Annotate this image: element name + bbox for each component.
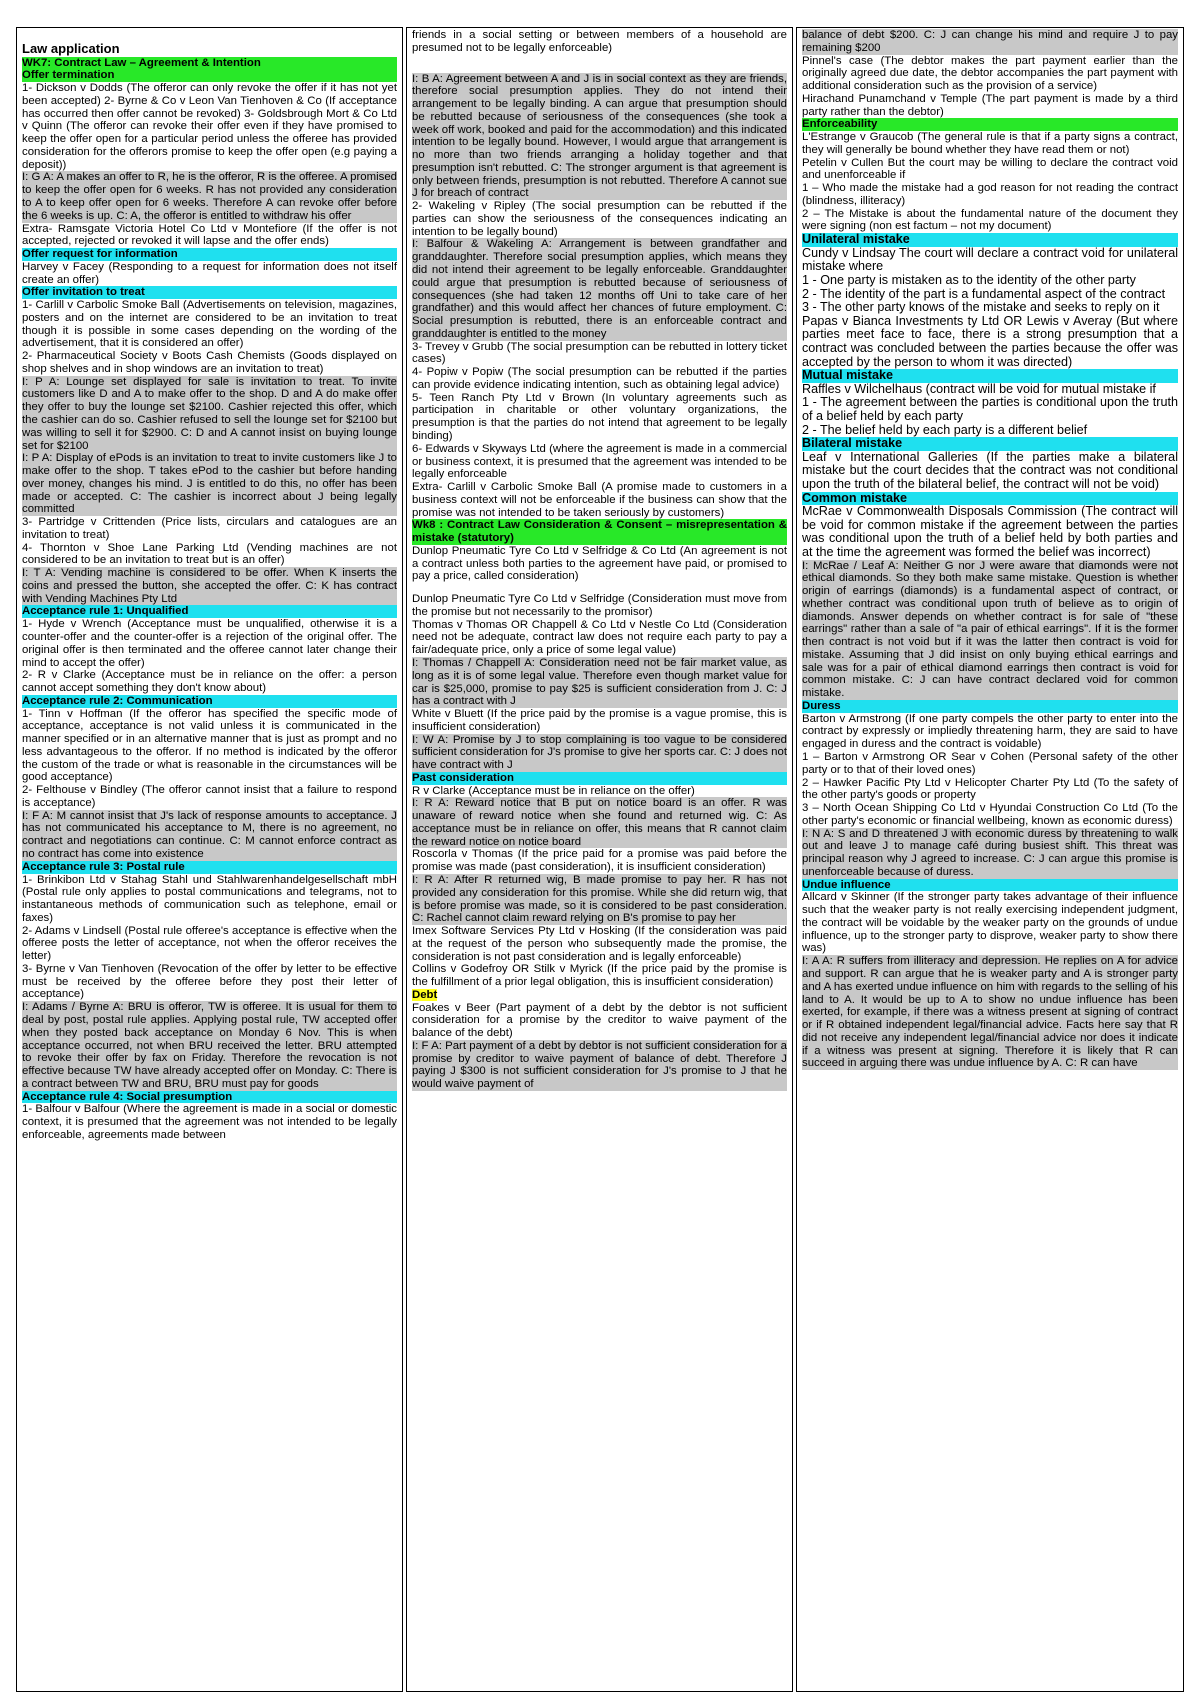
case-note: 1 - One party is mistaken as to the identity of the other party (802, 273, 1136, 288)
case-note: Dunlop Pneumatic Tyre Co Ltd v Selfridge (Consideration must move from the promise but not necessarily to the promisor) (412, 593, 787, 618)
document-title: Law application (22, 41, 120, 56)
case-note: 1 – Who made the mistake had a god reason for not reading the contract (blindness, illiteracy) (802, 182, 1178, 207)
case-note: 2 - The identity of the part is a fundamental aspect of the contract (802, 286, 1166, 301)
case-note: 2- Wakeling v Ripley (The social presumption can be rebutted if the parties can show the seriousness of the consequences indicating an intention to be legally bound) (412, 200, 787, 238)
topic-heading: Offer request for information (22, 248, 397, 261)
case-note: Petelin v Cullen But the court may be willing to declare the contract void and unenforceable if (802, 156, 1178, 182)
topic-heading: Mutual mistake (802, 369, 1178, 383)
topic-heading: Bilateral mistake (802, 437, 1178, 451)
case-note: White v Bluett (If the price paid by the promise is a vague promise, this is insufficient consideration) (412, 708, 787, 733)
case-note: 1- Dickson v Dodds (The offeror can only revoke the offer if it has not yet been accepted) 2- Byrne & Co v Leon Van Tienhoven & Co (If acceptance has occurred then offer cannot be revoked) 3- Goldsbrough Mort & Co Ltd v Quinn (The offeror can revoke their offer even if they have promised to keep the offer open for a particular period unless the offeree has provided consideration for the offerors promise to keep the offer open (e.g paying a deposit)) (22, 82, 397, 171)
topic-heading: Undue influence (802, 879, 1178, 892)
notes-column-2 (406, 27, 793, 1692)
application-note: I: N A: S and D threatened J with economic duress by threatening to walk out and leave J to manage café during busiest shift. This threat was principal reason why J agreed to increase. C: J can argue this promise is unenforceable because of duress. (802, 827, 1178, 878)
case-note: Cundy v Lindsay The court will declare a contract void for unilateral mistake where (802, 245, 1178, 274)
case-note: Harvey v Facey (Responding to a request for information does not itself create an offer) (22, 260, 397, 286)
case-note: Allcard v Skinner (If the stronger party takes advantage of their influence such that the weaker party is not really exercising independent judgment, the contract will be voidable by the weaker party on the grounds of undue influence, up to the stronger party to disprove, weaker party to show there was) (802, 891, 1178, 955)
application-note: I: Adams / Byrne A: BRU is offeror, TW is offeree. It is usual for them to deal by post, postal rule applies. Applying postal rule, TW accepted offer when they posted back acceptance on Monday 6 Nov. This is when acceptance occurred, not when BRU received the letter. BRU attempted to revoke their offer by fax on Friday. Therefore the revocation is not effective because TW have already accepted offer on Monday. C: There is a contract between TW and BRU, BRU must pay for goods (22, 1001, 397, 1090)
case-note: Collins v Godefroy OR Stilk v Myrick (If the price paid by the promise is the fulfillment of a prior legal obligation, this is insufficient consideration) (412, 963, 787, 989)
topic-heading: Past consideration (412, 772, 787, 785)
case-note: 1- Hyde v Wrench (Acceptance must be unqualified, otherwise it is a counter-offer and the counter-offer is a rejection of the original offer. The original offer is then terminated and the offeree cannot later change their mind to accept the offer) (22, 618, 397, 669)
case-note: 1- Tinn v Hoffman (If the offeror has specified the specific mode of acceptance, acceptance is not valid unless it is communicated in the manner specified or in an alternative manner that is just as prompt and no less advantageous to the offeror. If no method is indicated by the offeror the custom of the trade or what is reasonable in the circumstances will be good acceptance) (22, 707, 397, 784)
spacer (412, 583, 787, 593)
case-note: 2 – Hawker Pacific Pty Ltd v Helicopter Charter Pty Ltd (To the safety of the other party's goods or property (802, 776, 1178, 802)
case-note: 3- Trevey v Grubb (The social presumption can be rebutted in lottery ticket cases) (412, 340, 787, 366)
case-note: Dunlop Pneumatic Tyre Co Ltd v Selfridge & Co Ltd (An agreement is not a contract unless both parties to the agreement have paid, or promised to pay a price, called consideration) (412, 544, 787, 583)
case-note: 3 - The other party knows of the mistake and seeks to reply on it (802, 300, 1160, 315)
case-note: R v Clarke (Acceptance must be in reliance on the offer) (412, 784, 695, 797)
case-note: 2 – The Mistake is about the fundamental nature of the document they were signing (non est factum – not my document) (802, 207, 1178, 233)
case-note: Leaf v International Galleries (If the parties make a bilateral mistake but the court decides that the contract was not conditional upon the truth of the bilateral belief, the contract will not be void) (802, 449, 1178, 491)
application-note: I: Balfour & Wakeling A: Arrangement is between grandfather and granddaughter. Therefore social presumption applies, which means they did not intend their agreement to be legally enforceable. Granddaughter could argue that presumption is rebutted because of seriousness of consequences (she had taken 12 months off Uni to take care of her grandfather) and this would affect her chances of future employment. C: Social presumption is rebutted, there is an enforceable contract and granddaughter is entitled to the money (412, 238, 787, 340)
application-note: I: F A: M cannot insist that J's lack of response amounts to acceptance. J has not communicated his acceptance to M, there is no agreement, no contract and negotiations can continue. C: M cannot enforce contract as no contract has come into existence (22, 809, 397, 861)
case-note: 1- Carlill v Carbolic Smoke Ball (Advertisements on television, magazines, posters and on the internet are considered to be an invitation to treat though it is possible in some cases depending on the wording of the advertisement, that it is considered an offer) (22, 299, 397, 350)
case-note: friends in a social setting or between members of a household are presumed not to be legally enforceable) (412, 29, 787, 54)
topic-heading: Acceptance rule 3: Postal rule (22, 861, 397, 874)
case-note: 2- Pharmaceutical Society v Boots Cash Chemists (Goods displayed on shop shelves and in shop windows are an invitation to treat) (22, 350, 397, 375)
case-note: 5- Teen Ranch Pty Ltd v Brown (In voluntary agreements such as participation in charitable or other voluntary organizations, the presumption is that the parties do not intend that agreement to be legally binding) (412, 391, 787, 442)
notes-column-3 (796, 27, 1184, 1692)
application-note: I: A A: R suffers from illiteracy and depression. He replies on A for advice and support. R can argue that he is weaker party and A is stronger party and A has exerted undue influence on him with regards to the selling of his land to A. It would be up to A to show no undue influence has been exerted, for example, if there was a witness present at signing of contract or if R obtained independent legal/financial advice. Facts here say that R did not receive any independent legal/financial advice nor does it indicate if a witness was present at signing. Therefore it is likely that R can succeed in arguing there was undue influence by A. C: R can have (802, 955, 1178, 1070)
section-heading: Enforceability (802, 118, 1178, 131)
section-heading: Wk8 : Contract Law Consideration & Consent – misrepresentation & mistake (statutory) (412, 519, 787, 545)
section-heading: Offer termination (22, 69, 397, 82)
application-note: I: R A: Reward notice that B put on notice board is an offer. R was unaware of reward notice when she found and returned wig. C: As acceptance must be in reliance on offer, this means that R cannot claim the reward notice on notice board (412, 797, 787, 848)
case-note: Foakes v Beer (Part payment of a debt by the debtor is not sufficient consideration for a promise by the creditor to waive payment of the balance of the debt) (412, 1001, 787, 1040)
application-note: I: R A: After R returned wig, B made promise to pay her. R has not provided any consideration for this promise. While she did return wig, that is before promise was made, so it is considered to be past consideration. C: Rachel cannot claim reward relying on B's promise to pay her (412, 874, 787, 925)
case-note: 2- Adams v Lindsell (Postal rule offeree's acceptance is effective when the offeree posts the letter of acceptance, not when the offeror receives the letter) (22, 924, 397, 963)
topic-heading: Acceptance rule 4: Social presumption (22, 1091, 397, 1104)
spacer (412, 55, 787, 73)
application-note: I: McRae / Leaf A: Neither G nor J were aware that diamonds were not ethical diamonds. So they both make same mistake. Question is whether origin of earrings (diamonds) is a fundamental aspect of contract, or whether contract was conditional upon truth of believe as to origin of diamonds. Answer depends on whether contract is for sale of "these earrings" rather than a sale of "a pair of ethical earrings". If it is the former then contract is not void but if it was the latter then contract is void for mistake. Assuming that J did insist on only buying ethical earrings and sale was for a pair of ethical diamond earrings then contract is void for common mistake. C: J can have contract declared void for common mistake. (802, 559, 1178, 700)
case-note: Raffles v Wilchelhaus (contract will be void for mutual mistake if (802, 381, 1156, 396)
topic-heading: Offer invitation to treat (22, 286, 397, 299)
case-note: 4- Popiw v Popiw (The social presumption can be rebutted if the parties can provide evidence indicating intention, such as obtaining legal advice) (412, 366, 787, 391)
application-note: I: G A: A makes an offer to R, he is the offeror, R is the offeree. A promised to keep the offer open for 6 weeks. R has not provided any consideration to A to keep offer open for 6 weeks. Therefore A can revoke offer before the 6 weeks is up. C: A, the offeror is entitled to withdraw his offer (22, 171, 397, 222)
case-note: Papas v Bianca Investments ty Ltd OR Lewis v Averay (But where parties meet face to face, there is a strong presumption that a contract was concluded between the parties because the offer was accepted by the person to whom it was directed) (802, 313, 1178, 369)
case-note: Thomas v Thomas OR Chappell & Co Ltd v Nestle Co Ltd (Consideration need not be adequate, contract law does not require each party to pay a fair/adequate price, only a price of some legal value) (412, 618, 787, 657)
application-note: I: Thomas / Chappell A: Consideration need not be fair market value, as long as it is of some legal value. Therefore even though market value for car is $25,000, promise to pay $25 is sufficient consideration from J. C: J has a contract with J (412, 656, 787, 708)
topic-heading: Duress (802, 700, 1178, 713)
application-note: I: B A: Agreement between A and J is in social context as they are friends, therefore social presumption applies. They do not intend their arrangement to be legally binding. A can argue that presumption should be rebutted because of seriousness of the consequences (she took a week off work, booked and paid for the accommodation) and this indicated intention to be legally bound. However, I would argue that arrangement is no more than two friends arranging a holiday together and that presumption isn't rebutted. C: The stronger argument is that agreement is only between friends, presumption is not rebutted. Therefore A cannot sue J for breach of contract (412, 72, 787, 200)
case-note: Extra- Ramsgate Victoria Hotel Co Ltd v Montefiore (If the offer is not accepted, rejected or revoked it will lapse and the offer ends) (22, 222, 397, 248)
application-note: balance of debt $200. C: J can change his mind and require J to pay remaining $200 (802, 29, 1178, 54)
case-note: Barton v Armstrong (If one party compels the other party to enter into the contract by expressly or impliedly threatening harm, they are said to have engaged in duress and the contract is voidable) (802, 712, 1178, 751)
case-note: Extra- Carlill v Carbolic Smoke Ball (A promise made to customers in a business context will not be enforceable if the business can show that the promise was not intended to be taken seriously by customers) (412, 481, 787, 519)
case-note: 3- Partridge v Crittenden (Price lists, circulars and catalogues are an invitation to treat) (22, 516, 397, 541)
application-note: I: P A: Display of ePods is an invitation to treat to invite customers like J to make offer to the shop. T takes ePod to the cashier but before handing over money, changes his mind. J is entitled to do this, no offer has been made or accepted. C: The cashier is incorrect about J being legally committed (22, 452, 397, 516)
case-note: 2- Felthouse v Bindley (The offeror cannot insist that a failure to respond is acceptance) (22, 784, 397, 809)
case-note: Hirachand Punamchand v Temple (The part payment is made by a third party rather than the debtor) (802, 92, 1178, 118)
topic-heading: Common mistake (802, 492, 1178, 506)
case-note: Pinnel's case (The debtor makes the part payment earlier than the originally agreed due date, the debtor accompanies the part payment with additional consideration such as the provision of a service) (802, 54, 1178, 93)
case-note: Roscorla v Thomas (If the price paid for a promise was paid before the promise was made (past consideration), it is insufficient consideration) (412, 848, 787, 874)
case-note: 1 – Barton v Armstrong OR Sear v Cohen (Personal safety of the other party or to that of their loved ones) (802, 750, 1178, 776)
case-note: Imex Software Services Pty Ltd v Hosking (If the consideration was paid at the request of the person who subsequently made the promise, the consideration is not past consideration and is legally enforceable) (412, 925, 787, 963)
application-note: I: T A: Vending machine is considered to be offer. When K inserts the coins and pressed the button, she accepted the offer. C: K has contract with Vending Machines Pty Ltd (22, 567, 397, 605)
case-note: 1 - The agreement between the parties is conditional upon the truth of a belief held by each party (802, 395, 1178, 423)
case-note: 6- Edwards v Skyways Ltd (where the agreement is made in a commercial or business context, it is presumed that the agreement was intended to be legally enforceable (412, 442, 787, 481)
topic-heading (412, 989, 787, 1002)
case-note: 1- Balfour v Balfour (Where the agreement is made in a social or domestic context, it is presumed that the agreement was not intended to be legally enforceable, agreements made between (22, 1103, 397, 1141)
case-note: 4- Thornton v Shoe Lane Parking Ltd (Vending machines are not considered to be an invitation to treat but is an offer) (22, 541, 397, 567)
topic-heading-label: Debt (412, 988, 438, 1001)
case-note: 2- R v Clarke (Acceptance must be in reliance on the offer: a person cannot accept something they don't know about) (22, 669, 397, 695)
case-note: 3 – North Ocean Shipping Co Ltd v Hyundai Construction Co Ltd (To the other party's economic or financial wellbeing, known as economic duress) (802, 802, 1178, 827)
topic-heading: Acceptance rule 2: Communication (22, 695, 397, 708)
section-heading: WK7: Contract Law – Agreement & Intention (22, 57, 397, 70)
case-note: 3- Byrne v Van Tienhoven (Revocation of the offer by letter to be effective must be received by the offeree before they post their letter of acceptance) (22, 962, 397, 1001)
notes-page (16, 27, 1184, 1692)
application-note: I: P A: Lounge set displayed for sale is invitation to treat. To invite customers like D and A to make offer to the shop. D and A do make offer they offer to buy the lounge set $2100. Cashier rejected this offer, which the cashier can do so. Cashier refused to sell the lounge set for $2100 but was willing to sell it for $2900. C: D and A cannot insist on buying lounge set for $2100 (22, 375, 397, 452)
application-note: I: W A: Promise by J to stop complaining is too vague to be considered sufficient consideration for J's promise to give her sports car. C: J does not have contract with J (412, 733, 787, 772)
topic-heading: Acceptance rule 1: Unqualified (22, 605, 397, 618)
case-note: 2 - The belief held by each party is a different belief (802, 422, 1088, 437)
notes-column-1 (16, 27, 403, 1692)
case-note: McRae v Commonwealth Disposals Commission (The contract will be void for common mistake if the agreement between the parties was conditional upon the truth of a belief held by both parties and at the time the agreement was formed the belief was incorrect) (802, 504, 1178, 559)
case-note: 1- Brinkibon Ltd v Stahag Stahl und Stahlwarenhandelgesellschaft mbH (Postal rule only applies to postal communications and telegrams, not to instantaneous methods of communication such as telephone, email or faxes) (22, 873, 397, 924)
case-note: L'Estrange v Graucob (The general rule is that if a party signs a contract, they will generally be bound whether they have read them or not) (802, 131, 1178, 156)
application-note: I: F A: Part payment of a debt by debtor is not sufficient consideration for a promise by creditor to waive payment of balance of debt. Therefore J paying J $300 is not sufficient consideration for J's promise to J that he would waive payment of (412, 1039, 787, 1091)
topic-heading: Unilateral mistake (802, 233, 1178, 247)
